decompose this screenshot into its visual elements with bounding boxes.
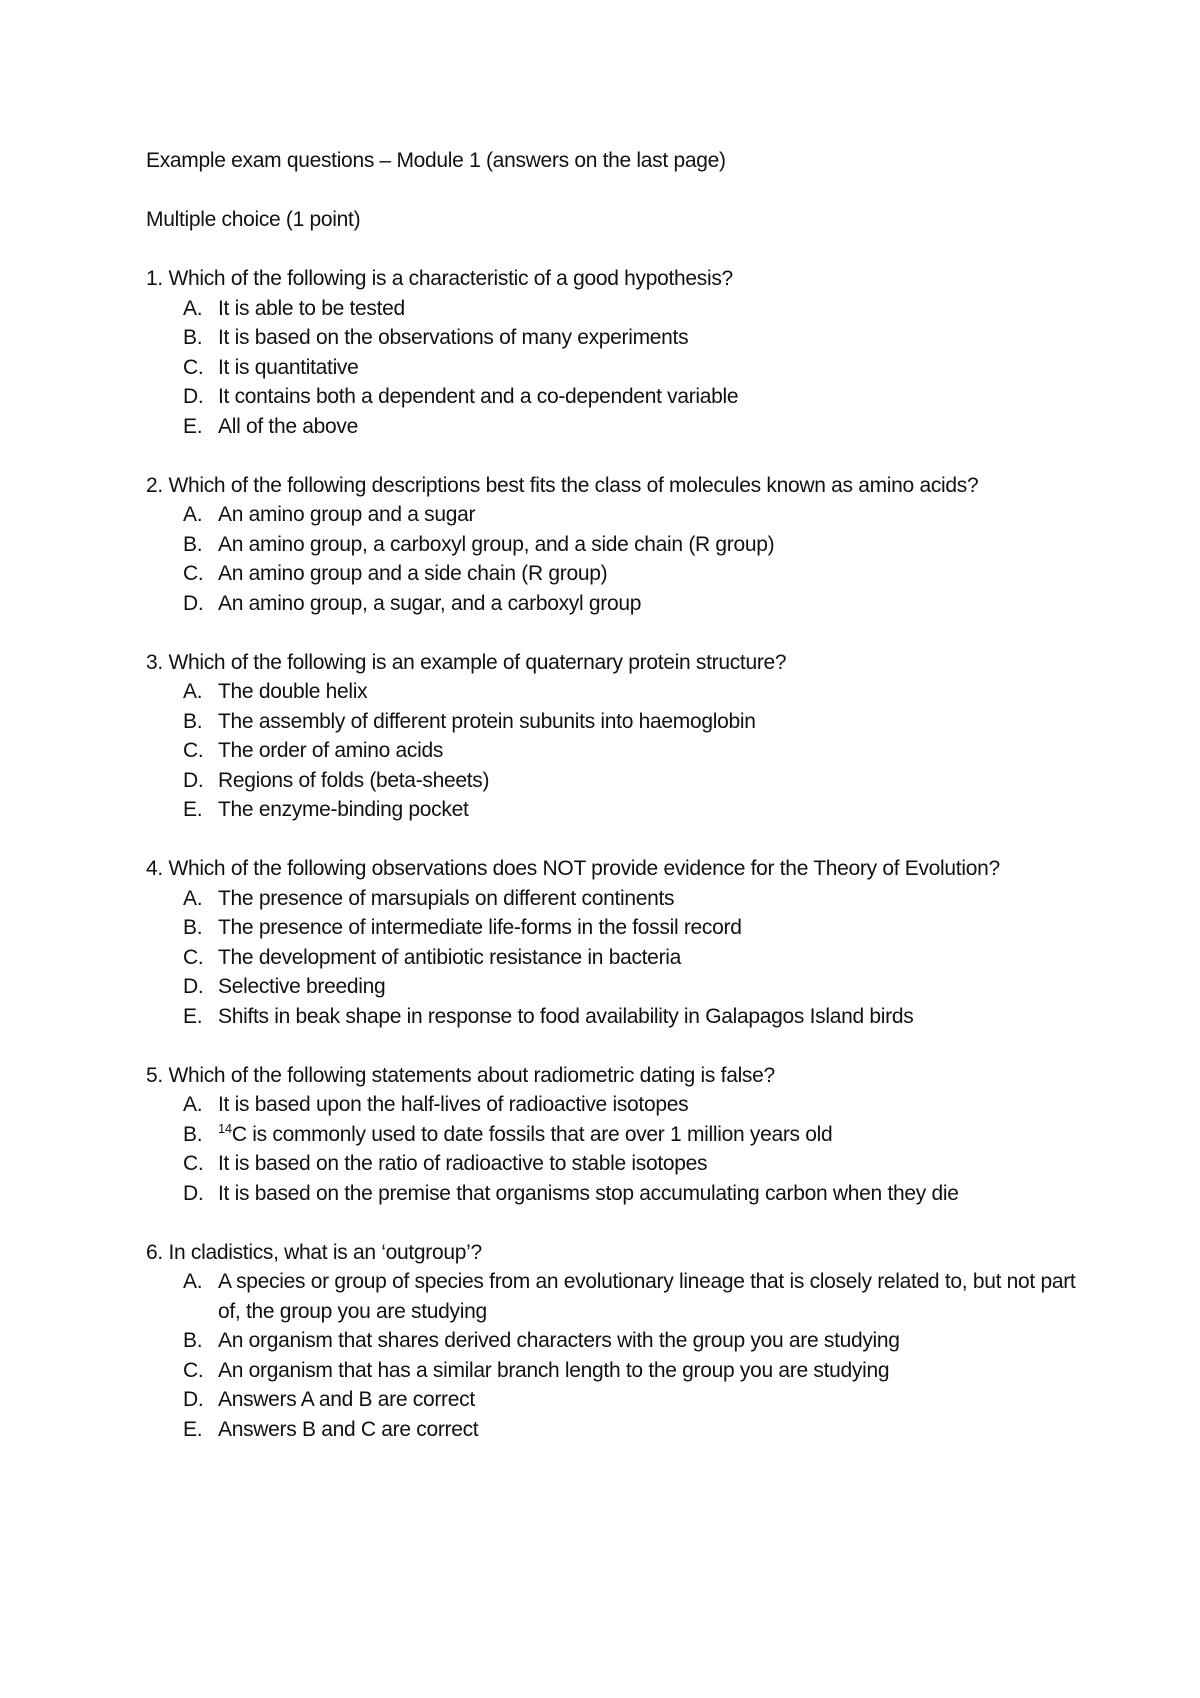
option-letter: E. bbox=[183, 798, 203, 821]
question-number: 3. bbox=[146, 650, 163, 674]
answer-option bbox=[146, 913, 1076, 943]
answer-option bbox=[146, 589, 1076, 619]
question-prompt: Which of the following is a characteristic of a good hypothesis? bbox=[168, 267, 733, 290]
option-letter: B. bbox=[183, 1329, 203, 1352]
question-text bbox=[146, 648, 1076, 678]
document-body bbox=[146, 146, 1076, 1474]
option-text: Answers A and B are correct bbox=[218, 1388, 475, 1411]
option-letter: E. bbox=[183, 414, 203, 438]
option-text: Regions of folds (beta-sheets) bbox=[218, 768, 490, 792]
option-text: It contains both a dependent and a co-dependent variable bbox=[218, 385, 739, 408]
option-letter: B. bbox=[183, 532, 203, 556]
question-text bbox=[146, 854, 1076, 884]
question-5 bbox=[146, 1061, 1076, 1209]
option-text: An amino group and a side chain (R group) bbox=[218, 562, 608, 585]
question-number: 1. bbox=[146, 267, 163, 290]
answer-option bbox=[146, 323, 1076, 353]
question-prompt: Which of the following statements about radiometric dating is false? bbox=[168, 1063, 775, 1087]
option-letter: D. bbox=[183, 385, 204, 408]
question-number: 6. bbox=[146, 1240, 163, 1264]
option-list bbox=[146, 1267, 1076, 1444]
option-letter: A. bbox=[183, 503, 203, 526]
answer-option bbox=[146, 943, 1076, 973]
option-letter: A. bbox=[183, 1270, 203, 1293]
question-text bbox=[146, 264, 1076, 294]
question-3 bbox=[146, 648, 1076, 825]
answer-option bbox=[146, 1149, 1076, 1179]
answer-option bbox=[146, 500, 1076, 530]
option-letter: B. bbox=[183, 326, 203, 349]
option-text: The enzyme-binding pocket bbox=[218, 798, 469, 821]
option-letter: E. bbox=[183, 1417, 203, 1441]
option-text: A species or group of species from an evolutionary lineage that is closely related to, but not part of, the group you are studying bbox=[218, 1270, 1076, 1323]
answer-option bbox=[146, 1385, 1076, 1415]
option-text: The assembly of different protein subunits into haemoglobin bbox=[218, 709, 756, 733]
option-text: All of the above bbox=[218, 414, 358, 438]
option-letter: B. bbox=[183, 916, 203, 939]
option-letter: A. bbox=[183, 886, 203, 910]
answer-option bbox=[146, 412, 1076, 442]
option-text: It is based upon the half-lives of radioactive isotopes bbox=[218, 1093, 689, 1116]
answer-option bbox=[146, 884, 1076, 914]
option-list bbox=[146, 500, 1076, 618]
option-letter: C. bbox=[183, 1358, 204, 1382]
option-letter: B. bbox=[183, 709, 203, 733]
question-text bbox=[146, 1061, 1076, 1091]
option-list bbox=[146, 1090, 1076, 1208]
option-text: The double helix bbox=[218, 680, 368, 703]
question-text bbox=[146, 471, 1076, 501]
option-text: It is based on the premise that organisms stop accumulating carbon when they die bbox=[218, 1181, 959, 1205]
option-letter: E. bbox=[183, 1004, 203, 1028]
option-letter: D. bbox=[183, 975, 204, 998]
answer-option bbox=[146, 1090, 1076, 1120]
option-text: Selective breeding bbox=[218, 975, 386, 998]
answer-option bbox=[146, 1120, 1076, 1150]
question-prompt: Which of the following observations does NOT provide evidence for the Theory of Evolution? bbox=[168, 857, 1000, 880]
document-title: Example exam questions – Module 1 (answers on the last page) bbox=[146, 149, 726, 172]
question-text bbox=[146, 1238, 1076, 1268]
answer-option bbox=[146, 353, 1076, 383]
option-letter: A. bbox=[183, 296, 203, 320]
answer-option bbox=[146, 1179, 1076, 1209]
option-text: It is based on the ratio of radioactive to stable isotopes bbox=[218, 1152, 708, 1175]
option-letter: D. bbox=[183, 1181, 204, 1205]
option-letter: A. bbox=[183, 680, 203, 703]
option-text: The presence of intermediate life-forms in the fossil record bbox=[218, 916, 742, 939]
option-text: An amino group, a carboxyl group, and a side chain (R group) bbox=[218, 532, 775, 556]
question-number: 4. bbox=[146, 857, 163, 880]
question-number: 5. bbox=[146, 1063, 163, 1087]
option-text: The presence of marsupials on different continents bbox=[218, 886, 675, 910]
answer-option bbox=[146, 972, 1076, 1002]
answer-option bbox=[146, 530, 1076, 560]
answer-option bbox=[146, 294, 1076, 324]
option-text: The development of antibiotic resistance in bacteria bbox=[218, 945, 682, 969]
option-list bbox=[146, 294, 1076, 442]
answer-option bbox=[146, 1326, 1076, 1356]
option-letter: C. bbox=[183, 355, 204, 379]
option-text: An amino group, a sugar, and a carboxyl group bbox=[218, 591, 642, 615]
option-text: C is commonly used to date fossils that are over 1 million years old bbox=[231, 1122, 833, 1146]
answer-option bbox=[146, 795, 1076, 825]
option-text: It is based on the observations of many experiments bbox=[218, 326, 689, 349]
answer-option bbox=[146, 1267, 1076, 1326]
option-letter: A. bbox=[183, 1093, 203, 1116]
option-text: The order of amino acids bbox=[218, 739, 444, 762]
option-letter: C. bbox=[183, 1152, 204, 1175]
option-text: An organism that shares derived characters with the group you are studying bbox=[218, 1329, 900, 1352]
answer-option bbox=[146, 677, 1076, 707]
answer-option bbox=[146, 736, 1076, 766]
answer-option bbox=[146, 1002, 1076, 1032]
option-letter: C. bbox=[183, 739, 204, 762]
option-text: An organism that has a similar branch length to the group you are studying bbox=[218, 1358, 890, 1382]
question-4 bbox=[146, 854, 1076, 1031]
option-letter: C. bbox=[183, 945, 204, 969]
question-1 bbox=[146, 264, 1076, 441]
option-letter: C. bbox=[183, 562, 204, 585]
answer-option bbox=[146, 382, 1076, 412]
option-letter: B. bbox=[183, 1122, 203, 1146]
option-letter: D. bbox=[183, 591, 204, 615]
question-number: 2. bbox=[146, 473, 163, 497]
answer-option bbox=[146, 707, 1076, 737]
answer-option bbox=[146, 1356, 1076, 1386]
question-prompt: Which of the following descriptions best fits the class of molecules known as amino acids? bbox=[168, 473, 979, 497]
option-text: Answers B and C are correct bbox=[218, 1417, 479, 1441]
option-list bbox=[146, 677, 1076, 825]
option-text: An amino group and a sugar bbox=[218, 503, 476, 526]
option-list bbox=[146, 884, 1076, 1032]
question-6 bbox=[146, 1238, 1076, 1445]
answer-option bbox=[146, 559, 1076, 589]
answer-option bbox=[146, 1415, 1076, 1445]
option-letter: D. bbox=[183, 1388, 204, 1411]
question-list bbox=[146, 264, 1076, 1444]
option-text: Shifts in beak shape in response to food availability in Galapagos Island birds bbox=[218, 1004, 914, 1028]
question-2 bbox=[146, 471, 1076, 619]
option-text: It is able to be tested bbox=[218, 296, 405, 320]
question-prompt: Which of the following is an example of quaternary protein structure? bbox=[168, 650, 787, 674]
option-letter: D. bbox=[183, 768, 204, 792]
answer-option bbox=[146, 766, 1076, 796]
section-heading: Multiple choice (1 point) bbox=[146, 208, 361, 231]
option-text: It is quantitative bbox=[218, 355, 359, 379]
isotope-superscript: 14 bbox=[218, 1120, 232, 1136]
question-prompt: In cladistics, what is an ‘outgroup’? bbox=[168, 1240, 482, 1264]
